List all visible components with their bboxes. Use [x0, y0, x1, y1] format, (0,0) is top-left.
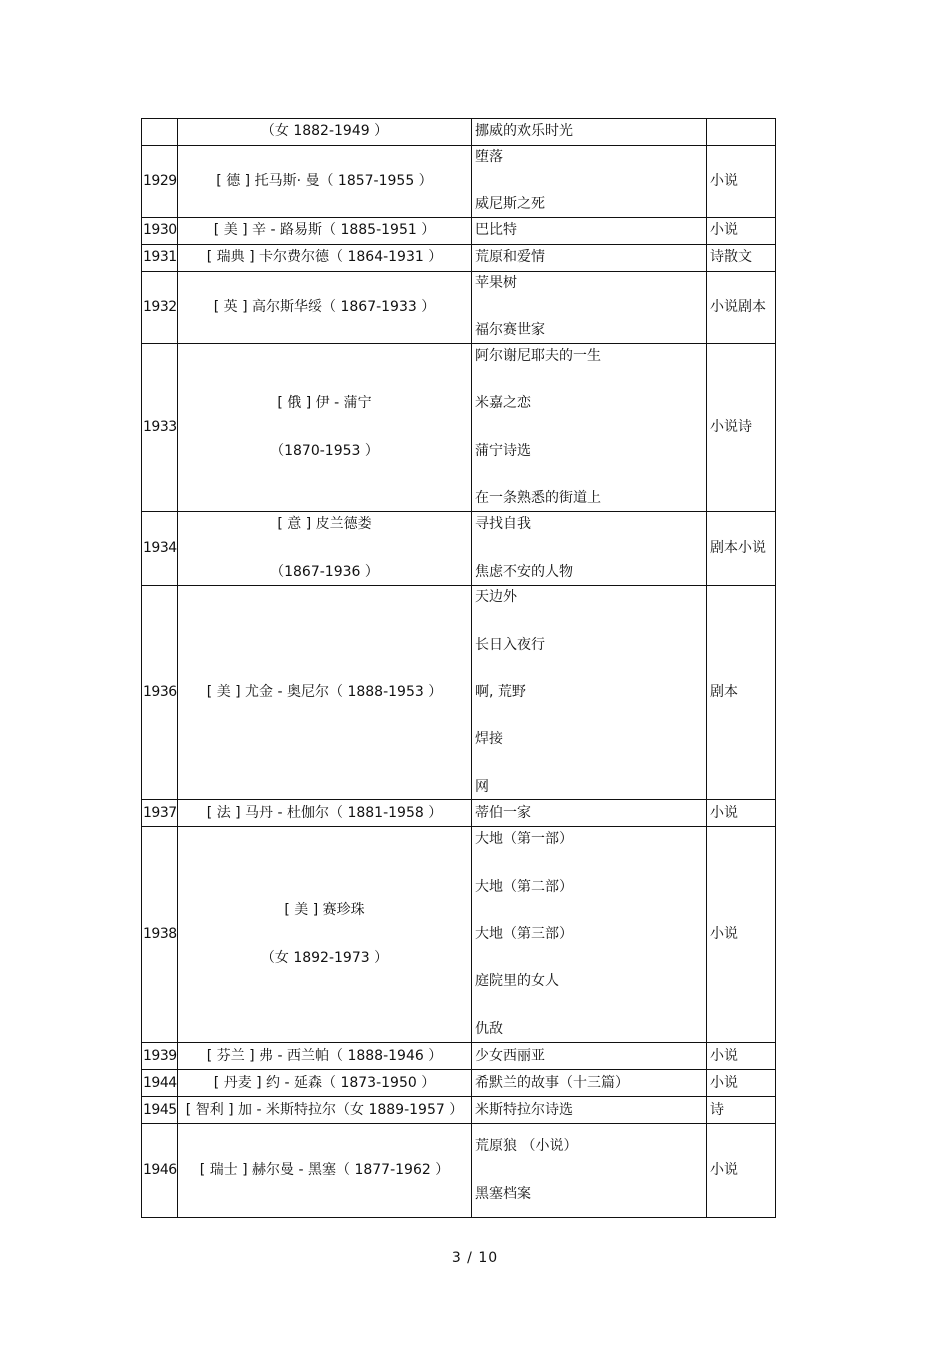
cell-year: 1946	[142, 1124, 178, 1218]
line-gap	[178, 416, 471, 440]
cell-year: 1945	[142, 1097, 178, 1124]
author-line: [ 智利 ] 加 - 米斯特拉尔（女 1889-1957 ）	[185, 1101, 464, 1118]
work-title: 天边外	[475, 589, 517, 606]
cell-year: 1929	[142, 146, 178, 218]
table-row	[142, 1070, 776, 1097]
work-title: 啊, 荒野	[475, 683, 526, 700]
line-gap	[475, 947, 706, 971]
author-line: [ 法 ] 马丹 - 杜伽尔（ 1881-1958 ）	[206, 804, 443, 821]
cell-year: 1930	[142, 218, 178, 245]
line-gap	[475, 416, 706, 440]
cell-genre: 小说	[707, 827, 776, 1043]
work-title: 仇敌	[475, 1020, 503, 1037]
cell-genre: 诗散文	[707, 245, 776, 272]
work-title: 少女西丽亚	[475, 1047, 545, 1064]
line-gap	[475, 296, 706, 320]
cell-author	[178, 1043, 472, 1070]
cell-genre: 剧本小说	[707, 512, 776, 586]
work-title: 荒原和爱情	[475, 249, 545, 266]
cell-year: 1939	[142, 1043, 178, 1070]
work-title: 希默兰的故事（十三篇）	[475, 1074, 629, 1091]
cell-genre: 剧本	[707, 586, 776, 800]
cell-works	[472, 344, 707, 512]
table-row	[142, 272, 776, 344]
cell-year: 1933	[142, 344, 178, 512]
cell-genre: 小说	[707, 146, 776, 218]
table-row	[142, 344, 776, 512]
work-title: 福尔赛世家	[475, 322, 545, 339]
author-line: [ 德 ] 托马斯· 曼（ 1857-1955 ）	[216, 172, 433, 189]
author-line: （1870-1953 ）	[270, 442, 379, 459]
cell-works	[472, 827, 707, 1043]
table-row	[142, 1043, 776, 1070]
author-line: [ 芬兰 ] 弗 - 西兰帕（ 1888-1946 ）	[206, 1047, 443, 1064]
cell-author	[178, 1097, 472, 1124]
work-title: 庭院里的女人	[475, 973, 559, 990]
table-row	[142, 218, 776, 245]
author-line: （1867-1936 ）	[270, 563, 379, 580]
line-gap	[475, 899, 706, 923]
work-title: 寻找自我	[475, 516, 531, 533]
line-gap	[475, 537, 706, 561]
cell-author	[178, 512, 472, 586]
work-title: 荒原狼 （小说）	[475, 1138, 578, 1155]
author-line: [ 美 ] 尤金 - 奥尼尔（ 1888-1953 ）	[206, 683, 443, 700]
author-line: [ 美 ] 赛珍珠	[284, 902, 365, 919]
work-title: 苹果树	[475, 275, 517, 292]
cell-author	[178, 272, 472, 344]
nobel-literature-table	[141, 118, 776, 1218]
author-line: [ 美 ] 辛 - 路易斯（ 1885-1951 ）	[213, 222, 436, 239]
cell-year: 1936	[142, 586, 178, 800]
cell-author	[178, 146, 472, 218]
table-body	[142, 119, 776, 1218]
cell-works	[472, 1043, 707, 1070]
cell-author	[178, 119, 472, 146]
work-title: 在一条熟悉的街道上	[475, 489, 601, 506]
line-gap	[178, 923, 471, 947]
cell-author	[178, 827, 472, 1043]
work-title: 黑塞档案	[475, 1185, 531, 1202]
cell-year: 1944	[142, 1070, 178, 1097]
cell-works	[472, 800, 707, 827]
work-title: 挪威的欢乐时光	[475, 123, 573, 140]
author-line: [ 瑞典 ] 卡尔费尔德（ 1864-1931 ）	[206, 249, 443, 266]
line-gap	[475, 994, 706, 1018]
work-title: 大地（第三部）	[475, 926, 573, 943]
work-title: 巴比特	[475, 222, 517, 239]
cell-works	[472, 1070, 707, 1097]
table-row	[142, 1124, 776, 1218]
cell-year: 1932	[142, 272, 178, 344]
cell-genre: 小说	[707, 1070, 776, 1097]
cell-works	[472, 146, 707, 218]
author-line: [ 瑞士 ] 赫尔曼 - 黑塞（ 1877-1962 ）	[199, 1162, 450, 1179]
work-title: 焊接	[475, 731, 503, 748]
cell-year	[142, 119, 178, 146]
cell-author	[178, 586, 472, 800]
line-gap	[475, 610, 706, 634]
work-title: 堕落	[475, 149, 503, 165]
table-row	[142, 586, 776, 800]
line-gap	[475, 657, 706, 681]
table-row	[142, 827, 776, 1043]
cell-year: 1938	[142, 827, 178, 1043]
table-row	[142, 512, 776, 586]
cell-author	[178, 1070, 472, 1097]
cell-author	[178, 245, 472, 272]
cell-works	[472, 1097, 707, 1124]
work-title: 米嘉之恋	[475, 395, 531, 412]
work-title: 焦虑不安的人物	[475, 563, 573, 580]
cell-genre	[707, 119, 776, 146]
cell-author	[178, 800, 472, 827]
cell-year: 1931	[142, 245, 178, 272]
author-line: [ 俄 ] 伊 - 蒲宁	[277, 395, 372, 412]
cell-genre: 小说诗	[707, 344, 776, 512]
cell-genre: 小说剧本	[707, 272, 776, 344]
cell-works	[472, 586, 707, 800]
table-row	[142, 245, 776, 272]
author-line: （女 1892-1973 ）	[260, 949, 389, 966]
work-title: 网	[475, 778, 489, 795]
work-title: 威尼斯之死	[475, 196, 545, 213]
author-line: [ 意 ] 皮兰德娄	[277, 516, 372, 533]
cell-year: 1937	[142, 800, 178, 827]
line-gap	[475, 368, 706, 392]
work-title: 阿尔谢尼耶夫的一生	[475, 347, 601, 364]
work-title: 大地（第二部）	[475, 878, 573, 895]
work-title: 长日入夜行	[475, 636, 545, 653]
table-row	[142, 800, 776, 827]
work-title: 蒂伯一家	[475, 804, 531, 821]
cell-author	[178, 1124, 472, 1218]
cell-year: 1934	[142, 512, 178, 586]
line-gap	[475, 170, 706, 194]
author-line: （女 1882-1949 ）	[260, 123, 389, 140]
line-gap	[475, 1159, 706, 1183]
author-line: [ 英 ] 高尔斯华绥（ 1867-1933 ）	[213, 298, 436, 315]
cell-genre: 小说	[707, 800, 776, 827]
cell-works	[472, 1124, 707, 1218]
cell-works	[472, 512, 707, 586]
cell-works	[472, 272, 707, 344]
cell-works	[472, 119, 707, 146]
cell-author	[178, 218, 472, 245]
cell-works	[472, 245, 707, 272]
cell-genre: 诗	[707, 1097, 776, 1124]
work-title: 米斯特拉尔诗选	[475, 1101, 573, 1118]
page-number: 3 / 10	[451, 1250, 499, 1266]
author-line: [ 丹麦 ] 约 - 延森（ 1873-1950 ）	[213, 1074, 436, 1091]
table-row	[142, 146, 776, 218]
cell-author	[178, 344, 472, 512]
line-gap	[475, 752, 706, 776]
table-row	[142, 119, 776, 146]
cell-genre: 小说	[707, 218, 776, 245]
cell-genre: 小说	[707, 1124, 776, 1218]
line-gap	[475, 705, 706, 729]
work-title: 大地（第一部）	[475, 831, 573, 848]
cell-genre: 小说	[707, 1043, 776, 1070]
line-gap	[475, 463, 706, 487]
line-gap	[178, 537, 471, 561]
table-row	[142, 1097, 776, 1124]
cell-works	[472, 218, 707, 245]
work-title: 蒲宁诗选	[475, 442, 531, 459]
line-gap	[475, 852, 706, 876]
